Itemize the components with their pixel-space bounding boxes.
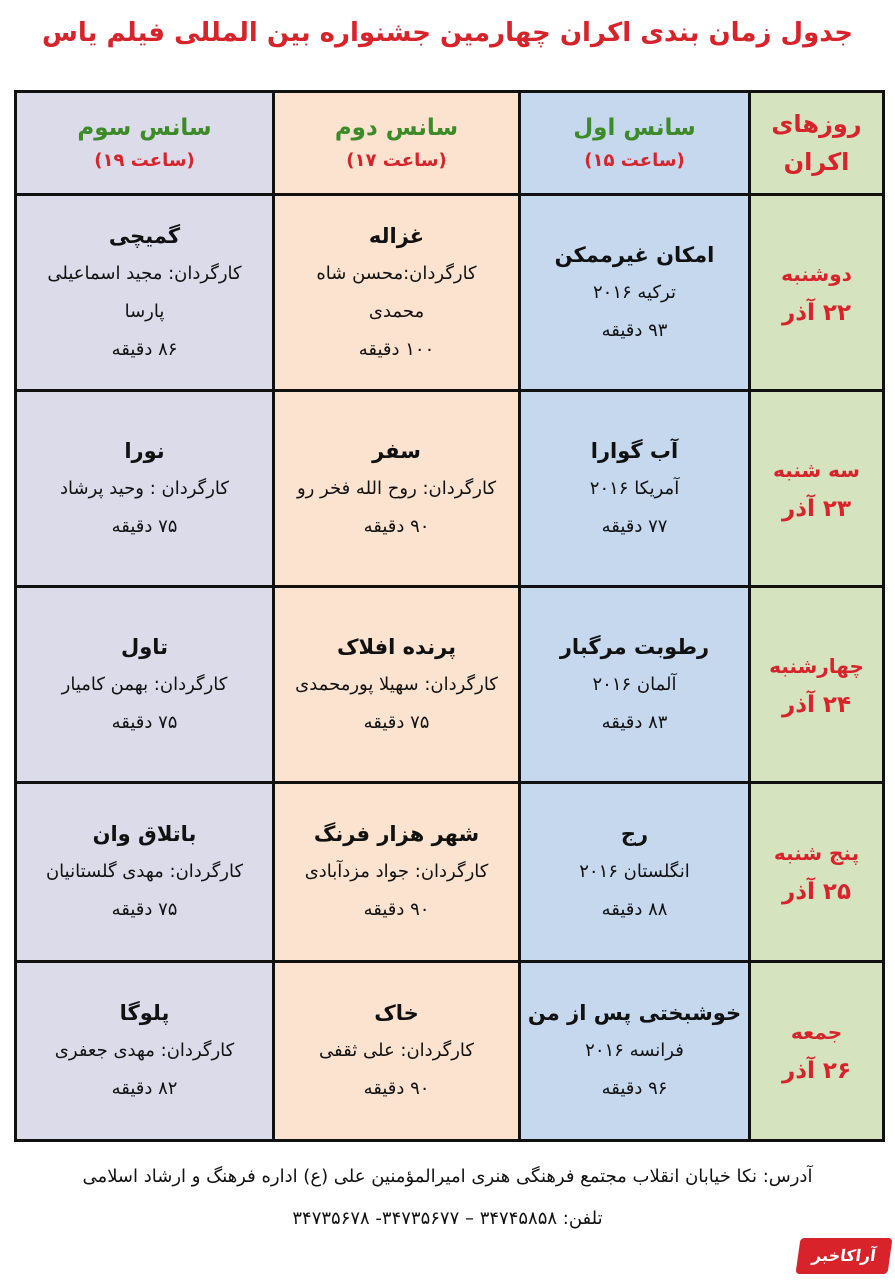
film-cell	[274, 962, 520, 1141]
film-cell	[520, 391, 750, 587]
schedule-table	[14, 90, 885, 1142]
film-title: گمیچی	[108, 223, 181, 248]
film-duration: ۹۰ دقیقه	[363, 515, 430, 537]
session-header-3	[16, 92, 274, 195]
table-row	[16, 195, 884, 391]
film-title: شهر هزار فرنگ	[313, 822, 480, 846]
day-cell	[750, 587, 884, 783]
day-cell	[750, 962, 884, 1141]
film-director: کارگردان: جواد مزدآبادی	[304, 861, 489, 882]
day-name: سه شنبه	[773, 457, 860, 482]
film-cell	[520, 195, 750, 391]
film-duration: ۷۵ دقیقه	[111, 515, 178, 537]
film-cell	[16, 587, 274, 783]
film-director: کارگردان: مهدی جعفری	[54, 1040, 235, 1061]
day-cell	[750, 391, 884, 587]
session-name: سانس سوم	[77, 115, 212, 141]
film-cell	[16, 783, 274, 962]
day-name: چهارشنبه	[769, 653, 864, 678]
session-time: (ساعت ۱۹)	[94, 150, 195, 171]
film-duration: ۸۳ دقیقه	[601, 711, 668, 733]
film-duration: ۷۵ دقیقه	[111, 899, 178, 920]
footer-phone: تلفن: ۳۴۷۴۵۸۵۸ – ۳۴۷۳۵۶۷۷- ۳۴۷۳۵۶۷۸	[292, 1208, 603, 1229]
footer-address: آدرس: نکا خیابان انقلاب مجتمع فرهنگی هنری امیرالمؤمنین علی (ع) اداره فرهنگ و ارشاد اسلامی	[82, 1166, 813, 1187]
film-cell	[274, 195, 520, 391]
film-info: آلمان ۲۰۱۶	[592, 673, 677, 695]
film-title: باتلاق وان	[92, 822, 197, 846]
day-name: دوشنبه	[781, 261, 852, 286]
day-cell	[750, 195, 884, 391]
session-header-2	[274, 92, 520, 195]
day-name: جمعه	[790, 1020, 843, 1044]
film-cell	[16, 962, 274, 1141]
film-title: غزاله	[368, 223, 425, 248]
film-duration: ۷۷ دقیقه	[601, 515, 668, 537]
film-duration: ۱۰۰ دقیقه	[358, 338, 435, 360]
session-name: سانس اول	[573, 115, 696, 141]
table-header-row	[16, 92, 884, 195]
film-director: کارگردان: مجید اسماعیلی	[47, 262, 242, 284]
film-cell	[520, 587, 750, 783]
film-cell	[274, 391, 520, 587]
page-title: جدول زمان بندی اکران چهارمین جشنواره بین المللی فیلم یاس	[41, 18, 854, 48]
film-title: پرنده افلاک	[336, 634, 457, 659]
day-date: ۲۳ آذر	[781, 495, 851, 522]
film-duration: ۸۶ دقیقه	[111, 338, 178, 360]
film-cell	[274, 783, 520, 962]
film-director: کارگردان: مهدی گلستانیان	[45, 861, 244, 882]
table-row	[16, 587, 884, 783]
day-name: پنج شنبه	[773, 841, 860, 865]
day-date: ۲۶ آذر	[781, 1058, 851, 1084]
days-header-line: اکران	[783, 148, 850, 176]
film-title: پلوگا	[119, 1001, 170, 1025]
days-header-cell	[750, 92, 884, 195]
session-time: (ساعت ۱۷)	[346, 150, 447, 171]
film-cell	[16, 391, 274, 587]
film-director: کارگردان: علی ثقفی	[319, 1040, 474, 1061]
film-duration: ۹۰ دقیقه	[363, 899, 430, 920]
film-title: امکان غیرممکن	[554, 242, 715, 267]
film-title: رطوبت مرگبار	[559, 634, 710, 659]
session-time: (ساعت ۱۵)	[584, 150, 685, 171]
film-info: انگلستان ۲۰۱۶	[579, 861, 690, 882]
day-date: ۲۲ آذر	[781, 299, 851, 326]
film-director: کارگردان: سهیلا پورمحمدی	[295, 673, 498, 695]
film-cell	[520, 962, 750, 1141]
film-director: کارگردان:محسن شاه	[316, 262, 477, 284]
film-duration: ۷۵ دقیقه	[111, 711, 178, 733]
film-title: تاول	[120, 634, 169, 659]
film-director: کارگردان: بهمن کامیار	[61, 673, 228, 695]
film-duration: ۸۸ دقیقه	[601, 899, 668, 920]
film-title: آب گوارا	[590, 438, 679, 463]
watermark-logo: آراکاخبر	[795, 1238, 892, 1274]
film-duration: ۸۲ دقیقه	[111, 1078, 178, 1099]
session-name: سانس دوم	[334, 115, 459, 141]
film-director: کارگردان : وحید پرشاد	[60, 477, 229, 499]
film-info: آمریکا ۲۰۱۶	[589, 477, 680, 499]
table-row	[16, 962, 884, 1141]
film-duration: ۹۶ دقیقه	[601, 1078, 668, 1099]
film-cell	[274, 587, 520, 783]
film-title: سفر	[372, 438, 421, 463]
film-duration: ۹۰ دقیقه	[363, 1078, 430, 1099]
film-duration: ۹۳ دقیقه	[601, 319, 668, 341]
film-info: ترکیه ۲۰۱۶	[593, 281, 676, 303]
table-row	[16, 783, 884, 962]
film-duration: ۷۵ دقیقه	[363, 711, 430, 733]
days-header-line: روزهای	[771, 110, 862, 138]
day-date: ۲۴ آذر	[781, 691, 851, 718]
film-director-cont: محمدی	[368, 300, 425, 322]
film-cell	[520, 783, 750, 962]
day-cell	[750, 783, 884, 962]
film-director: کارگردان: روح الله فخر رو	[296, 477, 497, 499]
film-cell	[16, 195, 274, 391]
day-date: ۲۵ آذر	[781, 879, 851, 905]
film-title: خاک	[374, 1001, 419, 1025]
film-title: نورا	[124, 438, 165, 463]
film-info: فرانسه ۲۰۱۶	[585, 1040, 684, 1061]
table-row	[16, 391, 884, 587]
session-header-1	[520, 92, 750, 195]
film-title: رج	[620, 822, 649, 846]
film-director-cont: پارسا	[124, 300, 165, 322]
film-title: خوشبختی پس از من	[527, 1001, 742, 1025]
